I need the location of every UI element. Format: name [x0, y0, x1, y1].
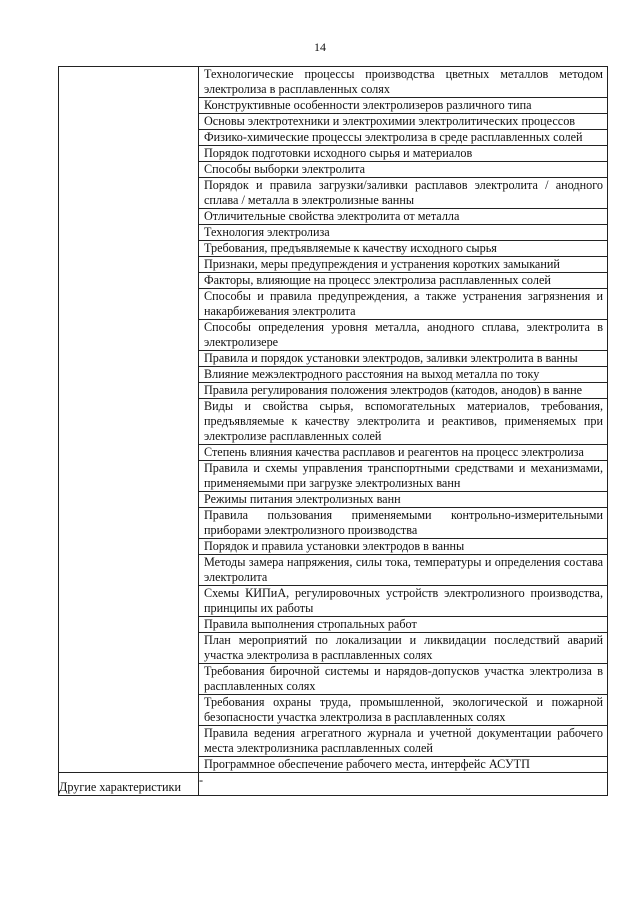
knowledge-item: Факторы, влияющие на процесс электролиза расплавленных солей [199, 273, 607, 289]
knowledge-item: Основы электротехники и электрохимии электролитических процессов [199, 114, 607, 130]
other-characteristics-row [59, 773, 608, 796]
knowledge-item: Порядок подготовки исходного сырья и материалов [199, 146, 607, 162]
knowledge-item: План мероприятий по локализации и ликвидации последствий аварий участка электролиза в расплавленных солях [199, 633, 607, 664]
knowledge-item: Технологические процессы производства цветных металлов методом электролиза в расплавленных солях [199, 67, 607, 98]
knowledge-item: Методы замера напряжения, силы тока, температуры и определения состава электролита [199, 555, 607, 586]
other-characteristics-label: Другие характеристики [59, 773, 199, 796]
other-characteristics-value: - [199, 773, 608, 796]
knowledge-item: Схемы КИПиА, регулировочных устройств электролизного производства, принципы их работы [199, 586, 607, 617]
knowledge-item: Виды и свойства сырья, вспомогательных материалов, требования, предъявляемые к качеству электролита и реактивов, применяемых при электролизе расплавленных солей [199, 399, 607, 445]
knowledge-item: Признаки, меры предупреждения и устранения коротких замыканий [199, 257, 607, 273]
knowledge-item: Требования, предъявляемые к качеству исходного сырья [199, 241, 607, 257]
knowledge-item: Правила пользования применяемыми контрольно-измерительными приборами электролизного производства [199, 508, 607, 539]
knowledge-row [59, 67, 608, 773]
knowledge-item: Отличительные свойства электролита от металла [199, 209, 607, 225]
knowledge-item: Конструктивные особенности электролизеров различного типа [199, 98, 607, 114]
knowledge-item: Порядок и правила загрузки/заливки расплавов электролита / анодного сплава / металла в электролизные ванны [199, 178, 607, 209]
knowledge-item: Программное обеспечение рабочего места, интерфейс АСУТП [204, 757, 530, 771]
knowledge-item: Физико-химические процессы электролиза в среде расплавленных солей [199, 130, 607, 146]
knowledge-item: Влияние межэлектродного расстояния на выход металла по току [199, 367, 607, 383]
knowledge-item: Требования охраны труда, промышленной, экологической и пожарной безопасности участка электролиза в расплавленных солях [199, 695, 607, 726]
knowledge-item: Правила выполнения стропальных работ [199, 617, 607, 633]
knowledge-item: Технология электролиза [199, 225, 607, 241]
page-number: 14 [314, 40, 326, 54]
knowledge-list-cell [199, 67, 608, 773]
knowledge-label-cell [59, 67, 199, 773]
knowledge-item: Способы выборки электролита [199, 162, 607, 178]
knowledge-item: Способы определения уровня металла, анодного сплава, электролита в электролизере [199, 320, 607, 351]
knowledge-item: Порядок и правила установки электродов в ванны [199, 539, 607, 555]
knowledge-item: Правила регулирования положения электродов (катодов, анодов) в ванне [199, 383, 607, 399]
knowledge-item: Правила и порядок установки электродов, заливки электролита в ванны [199, 351, 607, 367]
knowledge-item: Правила и схемы управления транспортными средствами и механизмами, применяемыми при загрузке электролизных ванн [199, 461, 607, 492]
knowledge-item: Режимы питания электролизных ванн [199, 492, 607, 508]
knowledge-item: Степень влияния качества расплавов и реагентов на процесс электролиза [199, 445, 607, 461]
knowledge-item: Требования бирочной системы и нарядов-допусков участка электролиза в расплавленных солях [199, 664, 607, 695]
requirements-table [58, 66, 608, 796]
knowledge-item: Способы и правила предупреждения, а также устранения загрязнения и накарбижевания электролита [199, 289, 607, 320]
knowledge-item: Правила ведения агрегатного журнала и учетной документации рабочего места электролизника расплавленных солей [199, 726, 607, 757]
